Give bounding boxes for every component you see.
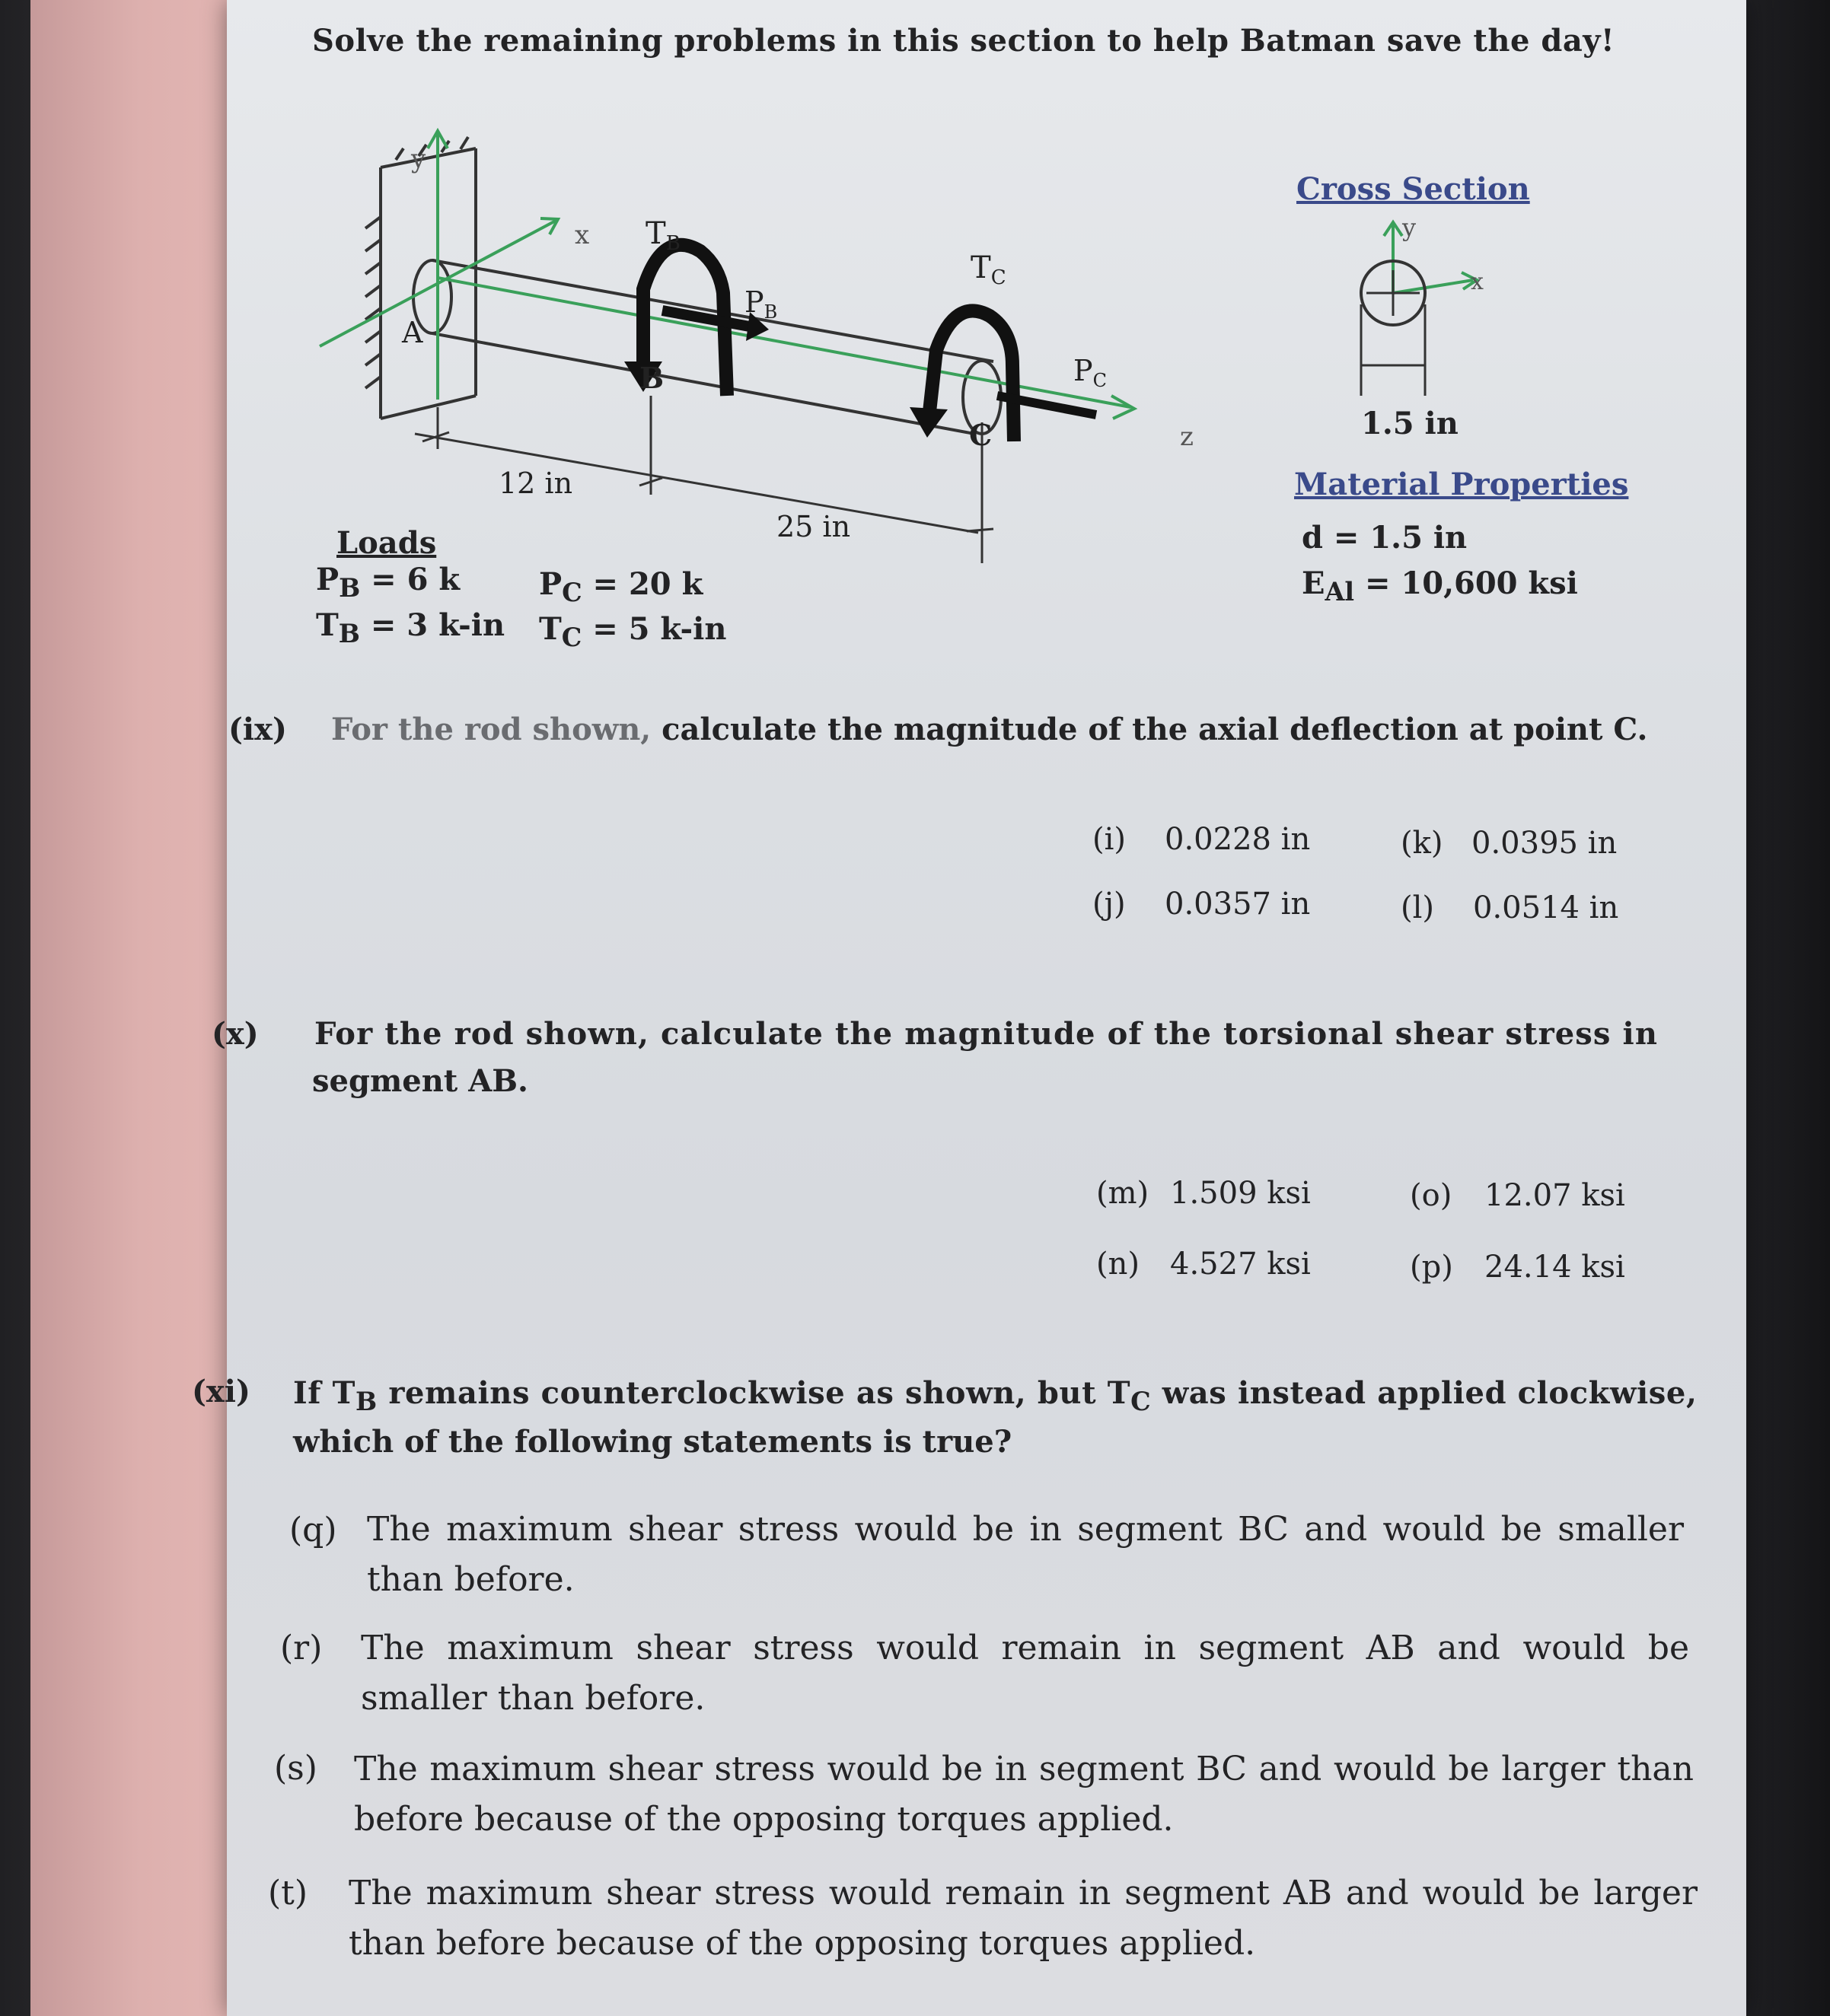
q11-statement-q-text[interactable]: The maximum shear stress would be in segment BC and would be smaller than before.: [367, 1510, 1684, 1599]
material-heading: Material Properties: [1294, 467, 1629, 502]
q10-option-o-value[interactable]: 12.07 ksi: [1484, 1178, 1625, 1213]
q11-statement-s-text[interactable]: The maximum shear stress would be in segment BC and would be larger than before because of the opposing torques applied.: [354, 1750, 1694, 1839]
loads-heading: Loads: [336, 525, 437, 561]
cross-section-axis-x: x: [1471, 269, 1484, 295]
q9-option-l-letter[interactable]: (l): [1401, 890, 1435, 925]
q10-number: (x): [212, 1016, 259, 1052]
rod-diagram: [304, 114, 1218, 586]
q10-option-n-value[interactable]: 4.527 ksi: [1170, 1247, 1311, 1282]
load-pb: $P_B = 6$ k: [316, 562, 461, 603]
cross-section-heading: Cross Section: [1296, 171, 1530, 207]
q9-option-k-value[interactable]: 0.0395 in: [1471, 826, 1618, 861]
point-a-label: A: [402, 316, 423, 349]
q10-option-m-value[interactable]: 1.509 ksi: [1170, 1176, 1311, 1211]
load-tb: $T_B = 3$ k-in: [316, 607, 505, 648]
q9-option-i-letter[interactable]: (i): [1092, 822, 1127, 857]
q11-line2: which of the following statements is true?: [293, 1424, 1012, 1460]
page-title: Solve the remaining problems in this section to help Batman save the day!: [312, 23, 1615, 59]
q9-option-l-value[interactable]: 0.0514 in: [1473, 890, 1619, 925]
q9-option-j-value[interactable]: 0.0357 in: [1165, 887, 1311, 922]
q10-option-p-letter[interactable]: (p): [1410, 1250, 1453, 1285]
axis-z-label: z: [1180, 422, 1194, 452]
cross-section-axis-y: y: [1402, 213, 1417, 242]
torque-tb-label: $T_B$: [646, 216, 681, 255]
force-pb-label: $P_B$: [744, 285, 778, 323]
q11-number: (xi): [192, 1374, 250, 1409]
q10-option-n-letter[interactable]: (n): [1096, 1247, 1140, 1282]
q11-statement-q-letter[interactable]: (q): [289, 1511, 337, 1549]
torque-tc-label: $T_C$: [971, 250, 1006, 289]
point-b-label: B: [639, 361, 665, 395]
cross-section-diagram: [1340, 213, 1507, 411]
material-e: $E_{Al} = 10,600$ ksi: [1302, 565, 1578, 607]
force-pc-label: $P_C$: [1073, 354, 1107, 391]
q10-option-o-letter[interactable]: (o): [1410, 1178, 1452, 1213]
q10-option-p-value[interactable]: 24.14 ksi: [1484, 1250, 1625, 1285]
dim-bc-label: 25 in: [776, 510, 851, 543]
q10-option-m-letter[interactable]: (m): [1096, 1176, 1149, 1211]
axis-y-label: y: [411, 144, 426, 174]
load-pc: $P_C = 20$ k: [539, 566, 703, 607]
material-d: d = 1.5 in: [1302, 520, 1468, 556]
cross-section-dim: 1.5 in: [1361, 406, 1459, 441]
q9-option-i-value[interactable]: 0.0228 in: [1165, 822, 1311, 857]
q9-number: (ix): [228, 712, 287, 747]
q10-line2: segment AB.: [312, 1063, 528, 1099]
q11-statement-t-text[interactable]: The maximum shear stress would remain in segment AB and would be larger than before because of the opposing torques applied.: [349, 1874, 1698, 1963]
load-tc: $T_C = 5$ k-in: [539, 611, 727, 652]
q9-text: For the rod shown, calculate the magnitude of the axial deflection at point C.: [331, 712, 1648, 747]
q9-option-k-letter[interactable]: (k): [1401, 826, 1443, 861]
fixed-wall-support: [365, 137, 476, 419]
q11-statement-r-letter[interactable]: (r): [280, 1629, 323, 1667]
q9-option-j-letter[interactable]: (j): [1092, 887, 1126, 922]
q11-statement-r-text[interactable]: The maximum shear stress would remain in segment AB and would be smaller than before.: [361, 1629, 1689, 1718]
axis-x-label: x: [575, 220, 590, 250]
q11-line1: If $T_B$ remains counterclockwise as shown, but $T_C$ was instead applied clockwise,: [293, 1375, 1698, 1416]
point-c-label: C: [969, 418, 993, 452]
q11-statement-s-letter[interactable]: (s): [274, 1749, 317, 1788]
q10-line1: For the rod shown, calculate the magnitude of the torsional shear stress in: [314, 1016, 1659, 1052]
q11-statement-t-letter[interactable]: (t): [268, 1874, 308, 1912]
dim-ab-label: 12 in: [499, 467, 573, 500]
